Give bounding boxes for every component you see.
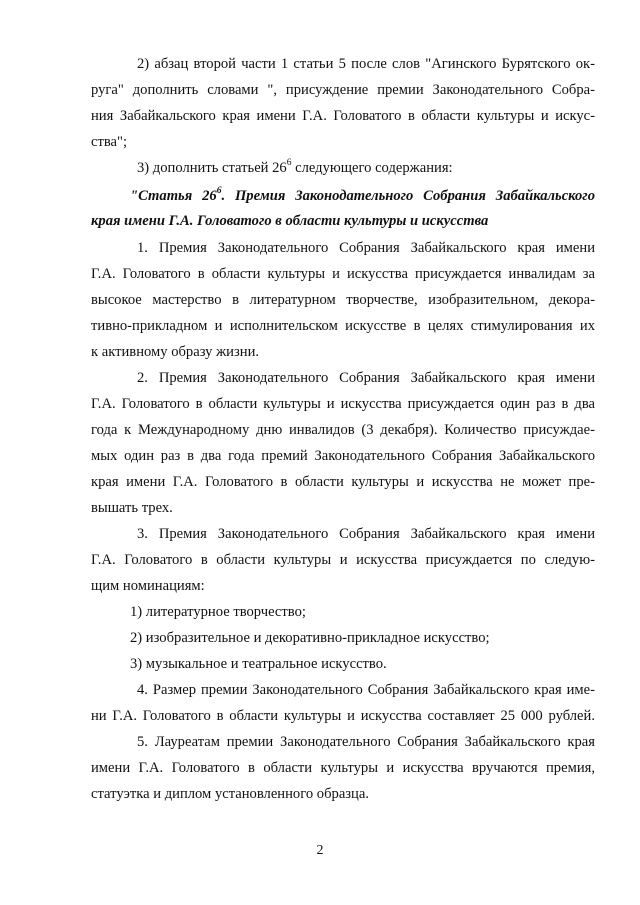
text-line: высокое мастерство в литературном творчестве, изобразительном, декора- xyxy=(91,292,595,308)
article-heading-line: края имени Г.А. Головатого в области культуры и искусства xyxy=(91,213,489,229)
text-line: 5. Лауреатам премии Законодательного Собрания Забайкальского края xyxy=(137,734,595,750)
text-line: 3. Премия Законодательного Собрания Забайкальского края имени xyxy=(137,526,595,542)
text-line: ния Забайкальского края имени Г.А. Головатого в области культуры и искус- xyxy=(91,108,595,124)
list-item: 1) литературное творчество; xyxy=(130,604,306,620)
text-line: щим номинациям: xyxy=(91,578,205,594)
text-line: года к Международному дню инвалидов (3 декабря). Количество присуждае- xyxy=(91,422,595,438)
text-line xyxy=(137,155,595,181)
text-line: 2. Премия Законодательного Собрания Забайкальского края имени xyxy=(137,370,595,386)
text-line: 2) абзац второй части 1 статьи 5 после слов "Агинского Бурятского ок- xyxy=(137,56,595,72)
text-line: вышать трех. xyxy=(91,500,173,516)
text-line: края имени Г.А. Головатого в области культуры и искусства не может пре- xyxy=(91,474,595,490)
text-line: руга" дополнить словами ", присуждение премии Законодательного Собра- xyxy=(91,82,595,98)
text-fragment: 3) дополнить статьей 26 xyxy=(137,160,287,176)
text-line: Г.А. Головатого в области культуры и искусства присуждается инвалидам за xyxy=(91,266,595,282)
text-line: 1. Премия Законодательного Собрания Забайкальского края имени xyxy=(137,240,595,256)
list-item: 3) музыкальное и театральное искусство. xyxy=(130,656,387,672)
list-item: 2) изобразительное и декоративно-прикладное искусство; xyxy=(130,630,490,646)
text-line: мых один раз в два года премий Законодательного Собрания Забайкальского xyxy=(91,448,595,464)
text-line: к активному образу жизни. xyxy=(91,344,260,360)
text-line: тивно-прикладном и исполнительском искусстве в целях стимулирования их xyxy=(91,318,595,334)
superscript: 6 xyxy=(216,186,222,197)
text-line: ства"; xyxy=(91,134,128,150)
page-number: 2 xyxy=(316,843,324,858)
article-heading xyxy=(130,183,595,209)
text-line: статуэтка и диплом установленного образца. xyxy=(91,786,369,802)
text-line: 4. Размер премии Законодательного Собрания Забайкальского края име- xyxy=(137,682,595,698)
text-line: имени Г.А. Головатого в области культуры и искусства вручаются премия, xyxy=(91,760,595,776)
text-fragment: следующего содержания: xyxy=(291,160,453,176)
heading-fragment: "Статья 26 xyxy=(130,188,217,204)
text-line: Г.А. Головатого в области культуры и искусства присуждается по следую- xyxy=(91,552,595,568)
superscript: 6 xyxy=(286,158,292,169)
heading-fragment: . Премия Законодательного Собрания Забайкальского xyxy=(221,188,595,204)
text-line: ни Г.А. Головатого в области культуры и искусства составляет 25 000 рублей. xyxy=(91,708,595,724)
text-line: Г.А. Головатого в области культуры и искусства присуждается один раз в два xyxy=(91,396,595,412)
